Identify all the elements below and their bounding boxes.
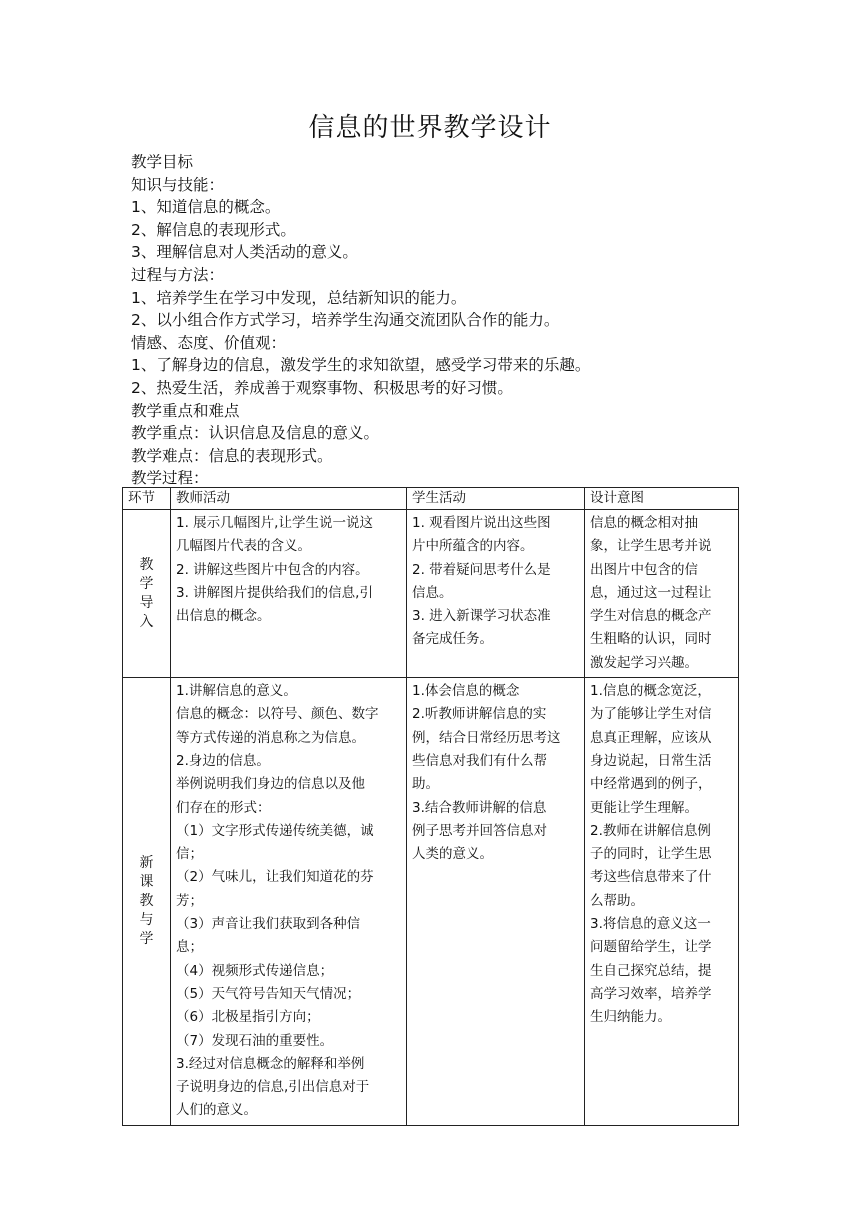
body-line: 2、热爱生活，养成善于观察事物、积极思考的好习惯。: [131, 378, 513, 397]
cell-line: 例，结合日常经历思考这: [412, 729, 561, 746]
body-line: 教学重点和难点: [131, 401, 240, 420]
cell-line: 子说明身边的信息,引出信息对于: [176, 1079, 370, 1096]
student-activity-cell: [407, 510, 585, 678]
cell-line: 更能让学生理解。: [590, 799, 698, 816]
cell-line: 生归纳能力。: [590, 1009, 671, 1026]
cell-line: 信；: [176, 846, 203, 863]
design-intent-cell: [585, 678, 739, 1126]
cell-line: 1.信息的概念宽泛，: [590, 683, 711, 700]
cell-line: 1. 观看图片说出这些图: [412, 515, 551, 531]
cell-line: （4）视频形式传递信息；: [176, 962, 334, 979]
document-title: 信息的世界教学设计: [308, 113, 552, 143]
cell-line: 出信息的概念。: [176, 608, 271, 625]
body-line: 1、了解身边的信息，激发学生的求知欲望，感受学习带来的乐趣。: [131, 356, 591, 375]
body-line: 1、知道信息的概念。: [131, 198, 281, 217]
cell-line: 为了能够让学生对信: [590, 706, 712, 723]
cell-line: 学生对信息的概念产: [590, 608, 712, 625]
cell-line: 等方式传递的消息称之为信息。: [176, 729, 365, 746]
body-line: 教学过程：: [131, 469, 209, 488]
cell-line: 3.结合教师讲解的信息: [412, 799, 547, 816]
cell-line: 考这些信息带来了什: [590, 869, 712, 886]
body-line: 知识与技能：: [131, 175, 225, 194]
cell-line: 3.将信息的意义这一: [590, 916, 711, 933]
cell-line: 激发起学习兴趣。: [590, 654, 698, 671]
cell-line: 1. 展示几幅图片,让学生说一说这: [176, 515, 373, 531]
cell-line: 2.听教师讲解信息的实: [412, 706, 547, 723]
cell-line: 备完成任务。: [412, 631, 493, 648]
body-line: 教学难点：信息的表现形式。: [131, 446, 333, 465]
cell-line: 1.讲解信息的意义。: [176, 683, 297, 700]
body-line: 3、理解信息对人类活动的意义。: [131, 243, 358, 262]
cell-line: 出图片中包含的信: [590, 561, 698, 578]
teacher-activity-cell: [171, 510, 407, 678]
body-line: 1、培养学生在学习中发现，总结新知识的能力。: [131, 288, 467, 307]
cell-line: 么帮助。: [590, 892, 644, 909]
cell-line: 生粗略的认识，同时: [590, 631, 712, 648]
body-line: 过程与方法：: [131, 265, 225, 284]
cell-line: 2.教师在讲解信息例: [590, 822, 711, 839]
cell-line: 几幅图片代表的含义。: [176, 538, 311, 555]
cell-line: （2）气味儿，让我们知道花的芬: [176, 869, 374, 886]
cell-line: 2. 讲解这些图片中包含的内容。: [176, 561, 369, 578]
stage-cell: [123, 510, 171, 678]
cell-line: 3.经过对信息概念的解释和举例: [176, 1055, 365, 1072]
cell-line: 些信息对我们有什么帮: [412, 752, 547, 769]
cell-line: 问题留给学生，让学: [590, 939, 712, 956]
body-line: 2、以小组合作方式学习，培养学生沟通交流团队合作的能力。: [131, 311, 560, 330]
cell-line: 人类的意义。: [412, 846, 493, 863]
stage-label: 新课教与学: [139, 854, 154, 947]
body-line: 2、解信息的表现形式。: [131, 220, 296, 239]
cell-line: 2. 带着疑问思考什么是: [412, 561, 551, 578]
cell-line: 人们的意义。: [176, 1102, 257, 1119]
cell-line: 息，通过这一过程让: [590, 584, 712, 601]
header-student-activity: 学生活动: [407, 488, 585, 510]
cell-line: 3. 讲解图片提供给我们的信息,引: [176, 584, 373, 601]
table-row: [123, 510, 739, 678]
cell-line: 2.身边的信息。: [176, 752, 270, 769]
cell-line: 息真正理解，应该从: [590, 729, 712, 746]
cell-line: 例子思考并回答信息对: [412, 822, 547, 839]
cell-line: （5）天气符号告知天气情况；: [176, 985, 361, 1002]
cell-line: 助。: [412, 776, 439, 793]
body-line: 教学目标: [131, 153, 194, 171]
cell-line: 高学习效率，培养学: [590, 985, 712, 1002]
cell-line: 生自己探究总结，提: [590, 962, 712, 979]
cell-line: （6）北极星指引方向；: [176, 1009, 320, 1026]
body-line: 教学重点：认识信息及信息的意义。: [131, 424, 380, 443]
header-design-intent: 设计意图: [585, 488, 739, 510]
cell-line: 象，让学生思考并说: [590, 538, 712, 555]
table-header-row: [123, 488, 739, 510]
lesson-process-table: [122, 487, 739, 1126]
cell-line: 3. 进入新课学习状态准: [412, 608, 551, 625]
cell-line: 子的同时，让学生思: [590, 846, 712, 863]
cell-line: （3）声音让我们获取到各种信: [176, 916, 361, 933]
cell-line: 芳；: [176, 892, 203, 909]
cell-line: 举例说明我们身边的信息以及他: [176, 776, 365, 793]
header-teacher-activity: 教师活动: [171, 488, 407, 510]
cell-line: 1.体会信息的概念: [412, 683, 520, 700]
teacher-activity-cell: [171, 678, 407, 1126]
body-line: 情感、态度、价值观：: [131, 333, 287, 352]
header-stage: 环节: [123, 488, 171, 510]
cell-line: 身边说起，日常生活: [590, 752, 712, 769]
cell-line: 片中所蕴含的内容。: [412, 538, 534, 555]
cell-line: （1）文字形式传递传统美德，诚: [176, 822, 374, 839]
cell-line: 信息的概念：以符号、颜色、数字: [176, 706, 379, 723]
design-intent-cell: [585, 510, 739, 678]
cell-line: 中经常遇到的例子，: [590, 776, 712, 793]
cell-line: 信息的概念相对抽: [590, 515, 698, 531]
stage-label: 教学导入: [139, 556, 154, 630]
cell-line: 信息。: [412, 584, 453, 601]
cell-line: （7）发现石油的重要性。: [176, 1032, 334, 1049]
cell-line: 息；: [176, 939, 203, 956]
cell-line: 们存在的形式：: [176, 799, 271, 816]
objectives-section: [131, 151, 751, 490]
student-activity-cell: [407, 678, 585, 1126]
table-row: [123, 678, 739, 1126]
stage-cell: [123, 678, 171, 1126]
